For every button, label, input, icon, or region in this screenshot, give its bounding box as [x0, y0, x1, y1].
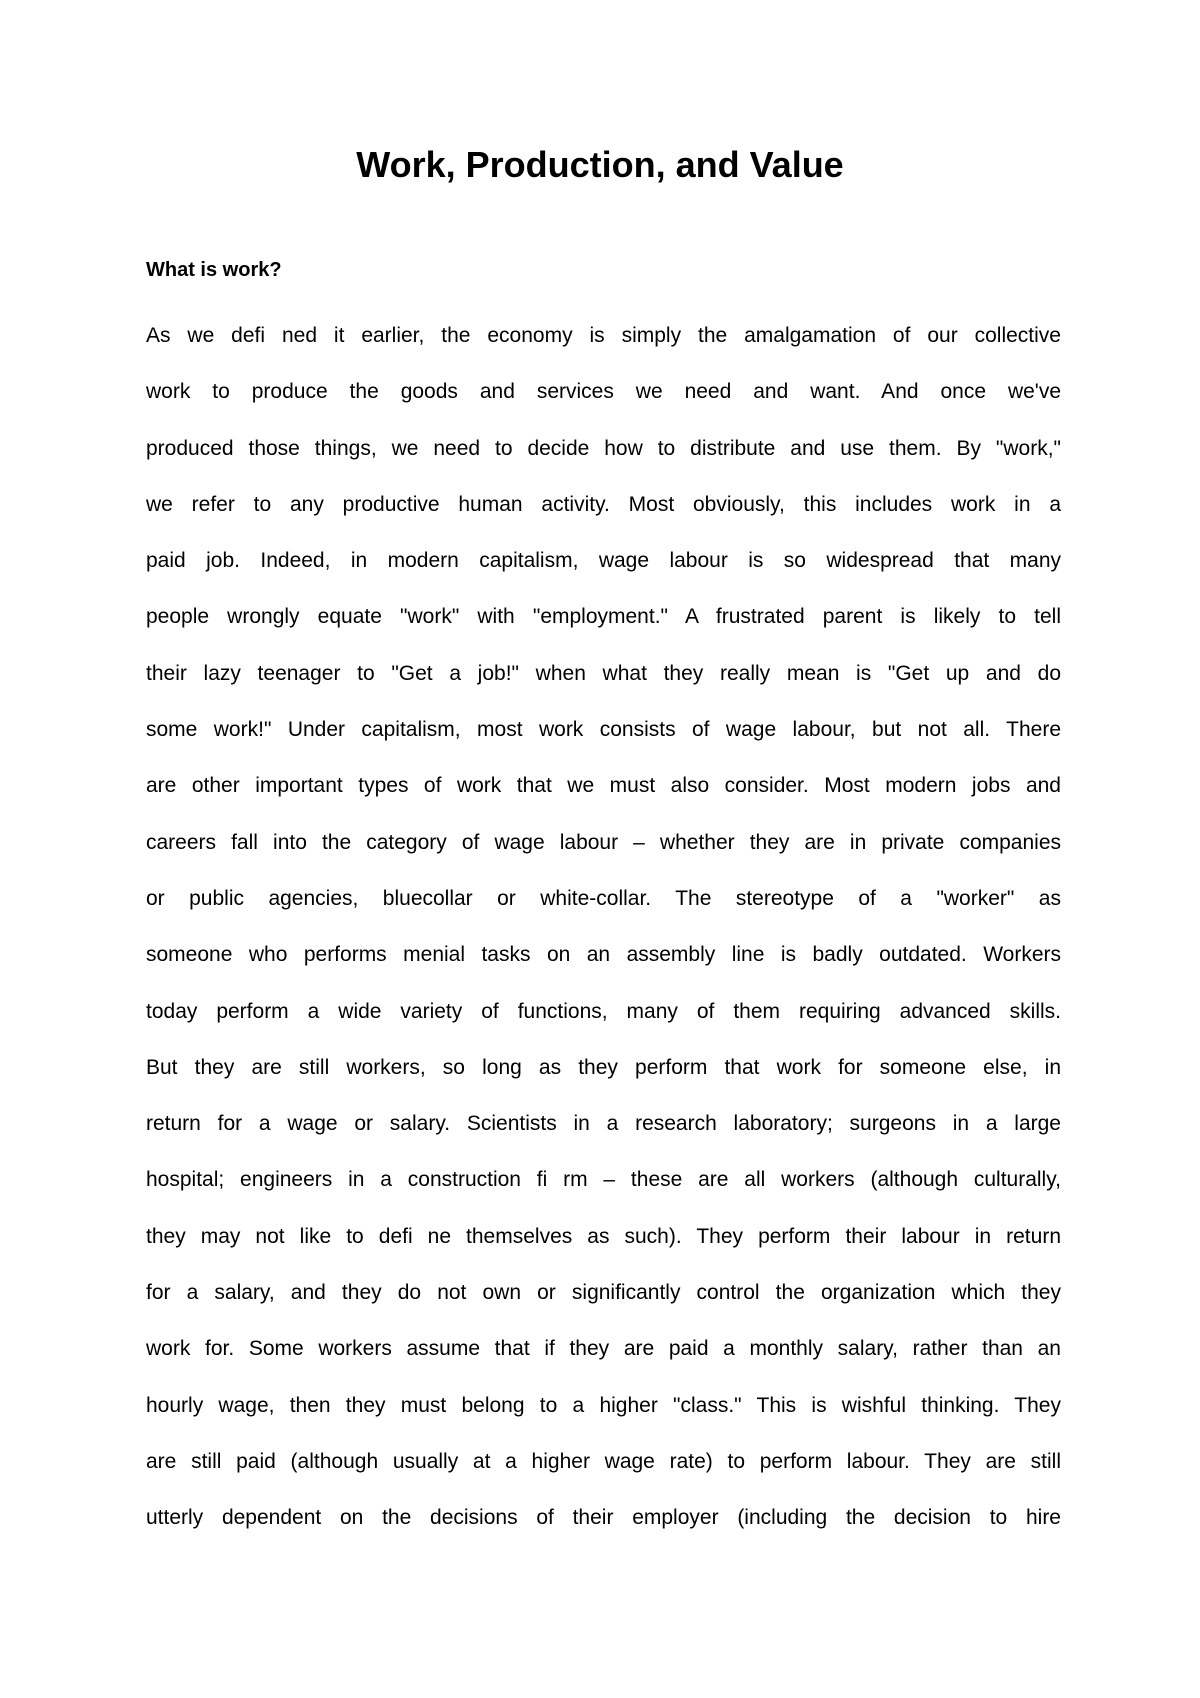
- body-line: return for a wage or salary. Scientists in a research laboratory; surgeons in a large: [146, 1112, 1061, 1136]
- body-line: someone who performs menial tasks on an assembly line is badly outdated. Workers: [146, 943, 1061, 967]
- body-line: we refer to any productive human activity. Most obviously, this includes work in a: [146, 492, 1061, 516]
- body-line: their lazy teenager to "Get a job!" when what they really mean is "Get up and do: [146, 661, 1061, 685]
- document-title: Work, Production, and Value: [356, 144, 844, 185]
- body-line: As we defi ned it earlier, the economy is simply the amalgamation of our collective: [146, 324, 1061, 347]
- body-line: But they are still workers, so long as they perform that work for someone else, in: [146, 1055, 1061, 1079]
- body-line: work for. Some workers assume that if they are paid a monthly salary, rather than an: [146, 1337, 1061, 1361]
- body-line: they may not like to defi ne themselves as such). They perform their labour in return: [146, 1224, 1061, 1248]
- body-line: today perform a wide variety of functions, many of them requiring advanced skills.: [146, 999, 1061, 1023]
- body-line: utterly dependent on the decisions of their employer (including the decision to hire: [146, 1506, 1061, 1530]
- body-line: are still paid (although usually at a higher wage rate) to perform labour. They are still: [146, 1449, 1061, 1473]
- section-heading: What is work?: [146, 259, 282, 281]
- body-line: people wrongly equate "work" with "employment." A frustrated parent is likely to tell: [146, 605, 1061, 629]
- body-line: or public agencies, bluecollar or white-collar. The stereotype of a "worker" as: [146, 886, 1061, 910]
- body-line: hospital; engineers in a construction fi rm – these are all workers (although culturally,: [146, 1168, 1061, 1192]
- body-line: are other important types of work that we must also consider. Most modern jobs and: [146, 774, 1061, 798]
- body-line: careers fall into the category of wage labour – whether they are in private companies: [146, 830, 1061, 854]
- body-line: some work!" Under capitalism, most work consists of wage labour, but not all. There: [146, 718, 1061, 742]
- body-line: hourly wage, then they must belong to a higher "class." This is wishful thinking. They: [146, 1393, 1061, 1417]
- body-line: produced those things, we need to decide how to distribute and use them. By "work,": [146, 436, 1061, 460]
- body-text: [146, 324, 1061, 1563]
- body-line: paid job. Indeed, in modern capitalism, wage labour is so widespread that many: [146, 549, 1061, 573]
- body-line: work to produce the goods and services we need and want. And once we've: [146, 380, 1061, 404]
- body-line: for a salary, and they do not own or significantly control the organization which they: [146, 1281, 1061, 1305]
